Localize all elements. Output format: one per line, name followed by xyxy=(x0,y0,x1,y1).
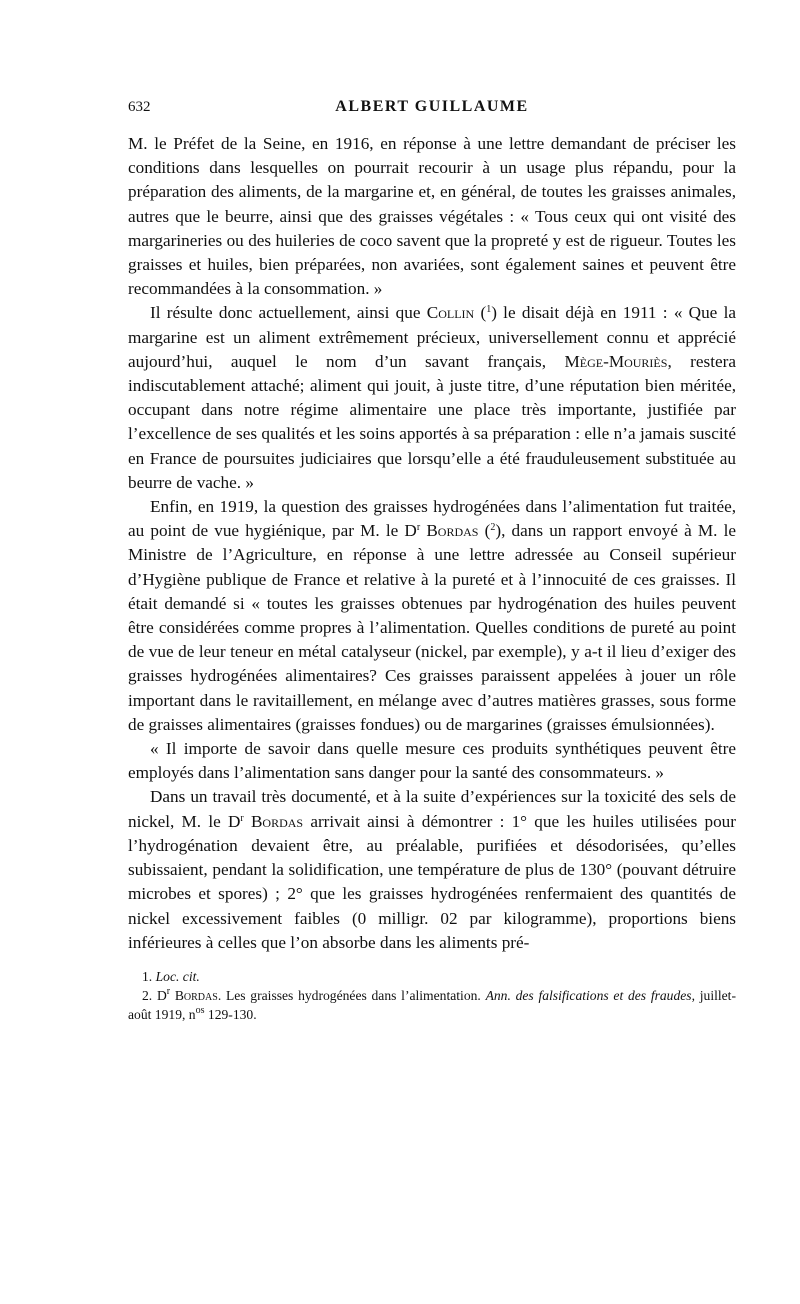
footnote-2: 2. $D^r$ Bordas. Les graisses hydrogénées dans l’alimentation. Ann. des falsifications et des fraudes, juillet-août 1919, $n^{os}$ 129-130. xyxy=(128,985,736,1022)
page-header xyxy=(128,96,736,126)
page-number: 632 xyxy=(128,99,151,115)
paragraph-4: « Il importe de savoir dans quelle mesure ces produits synthétiques peuvent être employés dans l’alimentation sans danger pour la santé des consommateurs. » xyxy=(128,739,736,783)
paragraph-2: Il résulte donc actuellement, ainsi que Collin ($^1$) le disait déjà en 1911 : « Que la margarine est un aliment extrêmement précieux, universellement connu et apprécié aujourd’hui, auquel le nom d’un savant français, Mège-Mouriès, restera indiscutablement attaché; aliment qui jouit, à juste titre, d’une réputation bien méritée, occupant dans notre régime alimentaire une place très importante, justifiée par l’excellence de ses qualités et les soins apportés à sa préparation : elle n’a jamais suscité en France de poursuites judiciaires que lorsqu’elle a été frauduleusement substituée au beurre de vache. » xyxy=(128,303,736,492)
book-page xyxy=(128,96,736,1024)
journal-title: Ann. des falsifications et des fraudes xyxy=(485,987,692,1003)
author-name-bordas: Bordas xyxy=(250,811,304,831)
name-mege-mouries: Mège-Mouriès xyxy=(564,351,668,371)
author-name-bordas: Bordas xyxy=(426,521,479,541)
footnotes xyxy=(128,967,736,1024)
paragraph-1: M. le Préfet de la Seine, en 1916, en réponse à une lettre demandant de préciser les conditions dans lesquelles on pourrait recourir à un usage plus répandu, pour la préparation des aliments, de la margarine et, en général, de toutes les graisses animales, autres que le beurre, ainsi que des graisses végétales : « Tous ceux qui ont visité des margarineries ou des huileries de coco savent que la propreté y est de rigueur. Toutes les graisses et huiles, bien préparées, non avariées, sont également saines et peuvent être recommandées à la consommation. » xyxy=(128,134,736,299)
body-text xyxy=(128,132,736,955)
footnote-ref-1: 1 xyxy=(486,304,492,316)
author-name-collin: Collin xyxy=(426,303,475,323)
footnote-ref-2: 2 xyxy=(490,522,496,534)
paragraph-3: Enfin, en 1919, la question des graisses hydrogénées dans l’alimentation fut traitée, au point de vue hygiénique, par M. le $D^r$ Bordas ($^2$), dans un rapport envoyé à M. le Ministre de l’Agriculture, en réponse à une lettre adressée au Conseil supérieur d’Hygiène publique de France et relative à la pureté et à l’innocuité de ces graisses. Il était demandé si « toutes les graisses obtenues par hydrogénation des huiles peuvent être considérées comme propres à l’alimentation. Quelles conditions de pureté au point de vue de leur teneur en métal catalyseur (nickel, par exemple), y a-t il lieu d’exiger des graisses hydrogénées alimentaires? Ces graisses paraissent appelées à jouer un rôle important dans le ravitaillement, en mélange avec d’autres matières grasses, sous forme de graisses alimentaires (graisses fondues) ou de margarines (graisses émulsionnées). xyxy=(128,497,737,734)
footnote-1: 1. Loc. cit. xyxy=(142,968,200,984)
running-title: ALBERT GUILLAUME xyxy=(335,98,529,115)
paragraph-5: Dans un travail très documenté, et à la suite d’expériences sur la toxicité des sels de nickel, M. le $D^r$ Bordas arrivait ainsi à démontrer : 1° que les huiles utilisées pour l’hydrogénation devaient être, au préalable, purifiées et désodorisées, qu’elles subissaient, pendant la solidification, une température de plus de 130° (pouvant détruire microbes et spores) ; 2° que les graisses hydrogénées renfermaient des quantités de nickel excessivement faibles (0 milligr. 02 par kilogramme), proportions biens inférieures à celles que l’on absorbe dans les aliments pré- xyxy=(128,787,736,952)
